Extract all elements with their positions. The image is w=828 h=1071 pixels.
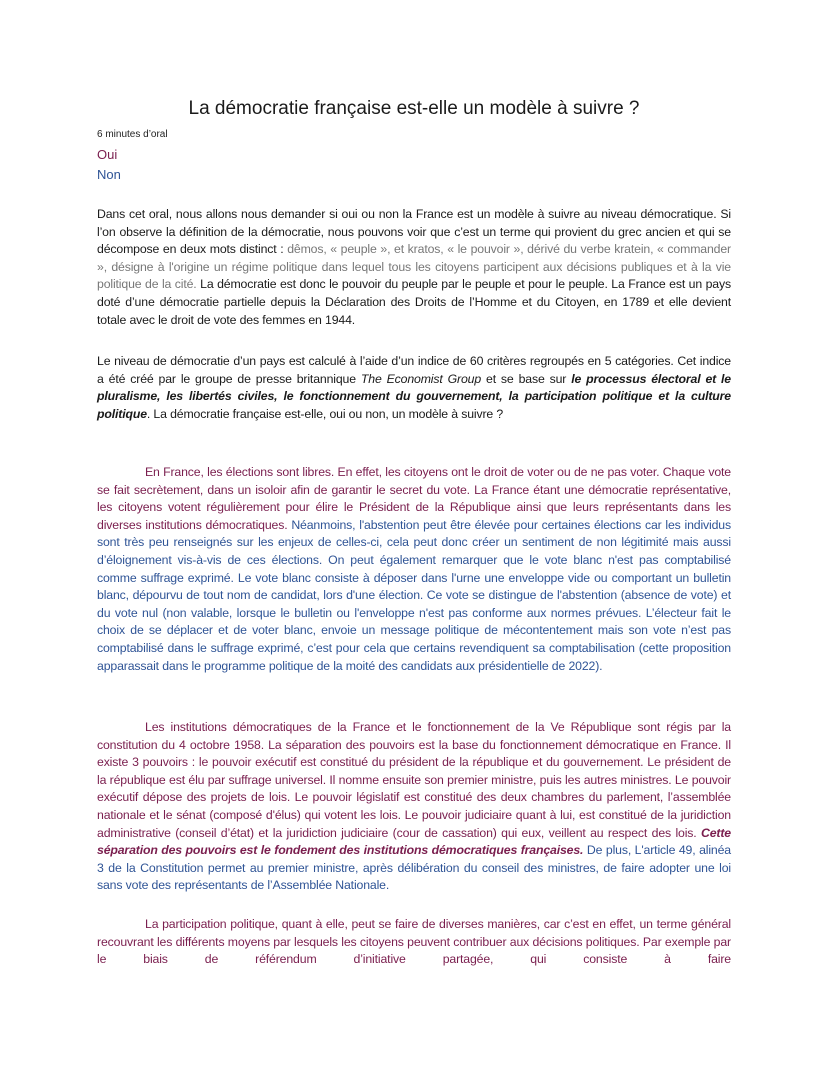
text-segment: Néanmoins, l'abstention peut être élevée pour certaines élections car les individus sont très peu renseignés sur les enjeux de celles-ci, cela peut donc créer un sentiment de non légitimité mais aussi d’éloignement vis-à-vis de ces élections. On peut également remarquer que le vote blanc n'est pas comptabilisé comme suffrage exprimé. Le vote blanc consiste à déposer dans l'urne une enveloppe vide ou comportant un bulletin blanc, dépourvu de tout nom de candidat, lors d'une élection. Ce vote se distingue de l'abstention (absence de vote) et du vote nul (non valable, lorsque le bulletin ou l'enveloppe n'est pas conforme aux normes prévues. L’électeur fait le choix de se déplacer et de voter blanc, envoie un message politique de mécontentement mais son vote n’est pas comptabilisé dans le suffrage exprimé, c’est pour cela que certains revendiquent sa comptabilisation (cette proposition apparassait dans le programme politique de la moité des candidats aux présidentielle de 2022). — [97, 517, 731, 673]
institutions-paragraph — [97, 719, 731, 895]
duration-note: 6 minutes d’oral — [97, 129, 168, 140]
text-segment: La participation politique, quant à elle, peut se faire de diverses manières, car c’est en effet, un terme général recouvrant les différents moyens par lesquels les citoyens peuvent contribuer aux décisions politiques. Par exemple par le biais de référendum d’initiative partagée, qui consiste à faire — [97, 917, 731, 967]
emphasized-text-segment: le processus électoral et le pluralisme, les libertés civiles, le fonctionnement du gouvernement, la participation politique et la culture politique — [97, 371, 731, 421]
document-title: La démocratie française est-elle un modèle à suivre ? — [188, 98, 640, 119]
participation-paragraph — [97, 916, 731, 969]
elections-paragraph — [97, 464, 731, 675]
emphasized-text-segment: Cette séparation des pouvoirs est le fondement des institutions démocratiques françaises. — [97, 825, 731, 858]
text-segment: dêmos, « peuple », et kratos, « le pouvoir », dérivé du verbe kratein, « commander », désigne à l'origine un régime politique dans lequel tous les citoyens participent aux décisions publiques et à la vie politique de la cité. — [97, 242, 731, 292]
text-segment: Le niveau de démocratie d’un pays est calculé à l’aide d’un indice de 60 critères regroupés en 5 catégories. Cet indice a été créé par le groupe de presse britannique — [97, 354, 731, 386]
problem-statement-paragraph — [97, 353, 731, 423]
option-no-heading: Non — [97, 167, 121, 182]
option-yes-heading: Oui — [97, 147, 118, 162]
introduction-paragraph — [97, 206, 731, 329]
emphasized-text-segment: The Economist Group — [360, 371, 482, 386]
text-segment: et se base sur — [481, 371, 572, 386]
text-segment: Dans cet oral, nous allons nous demander si oui ou non la France est un modèle à suivre au niveau démocratique. Si l’on observe la définition de la démocratie, nous pouvons voir que c’est un terme qui provient du grec ancien et qui se décompose en deux mots distinct : — [97, 207, 731, 257]
text-segment: Les institutions démocratiques de la France et le fonctionnement de la Ve République sont régis par la constitution du 4 octobre 1958. La séparation des pouvoirs est la base du fonctionnement démocratique en France. Il existe 3 pouvoirs : le pouvoir exécutif est constitué du président de la république et du gouvernement. Le président de la république est élu par suffrage universel. Il nomme ensuite son premier ministre, puis les autres ministres. Le pouvoir exécutif dépose des projets de lois. Le pouvoir législatif est constitué des deux chambres du parlement, l’assemblée nationale et le sénat (composé d'élus) qui votent les lois. Le pouvoir judiciaire quant à lui, est constitué de la juridiction administrative (conseil d’état) et la juridiction judiciaire (cour de cassation) qui eux, veillent au respect des lois. — [97, 720, 731, 840]
text-segment: . La démocratie française est-elle, oui ou non, un modèle à suivre ? — [146, 406, 504, 421]
text-segment: De plus, L'article 49, alinéa 3 de la Constitution permet au premier ministre, après délibération du conseil des ministres, de faire adopter une loi sans vote des représentants de l’Assemblée Nationale. — [97, 843, 731, 893]
text-segment: En France, les élections sont libres. En effet, les citoyens ont le droit de voter ou de ne pas voter. Chaque vote se fait secrètement, dans un isoloir afin de garantir le secret du vote. La France étant une démocratie représentative, les citoyens votent régulièrement pour élire le Président de la République ainsi que leurs représentants dans les diverses institutions démocratiques. — [97, 465, 731, 532]
text-segment: La démocratie est donc le pouvoir du peuple par le peuple et pour le peuple. La France est un pays doté d’une démocratie partielle depuis la Déclaration des Droits de l’Homme et du Citoyen, en 1789 et elle devient totale avec le droit de vote des femmes en 1944. — [97, 277, 731, 327]
